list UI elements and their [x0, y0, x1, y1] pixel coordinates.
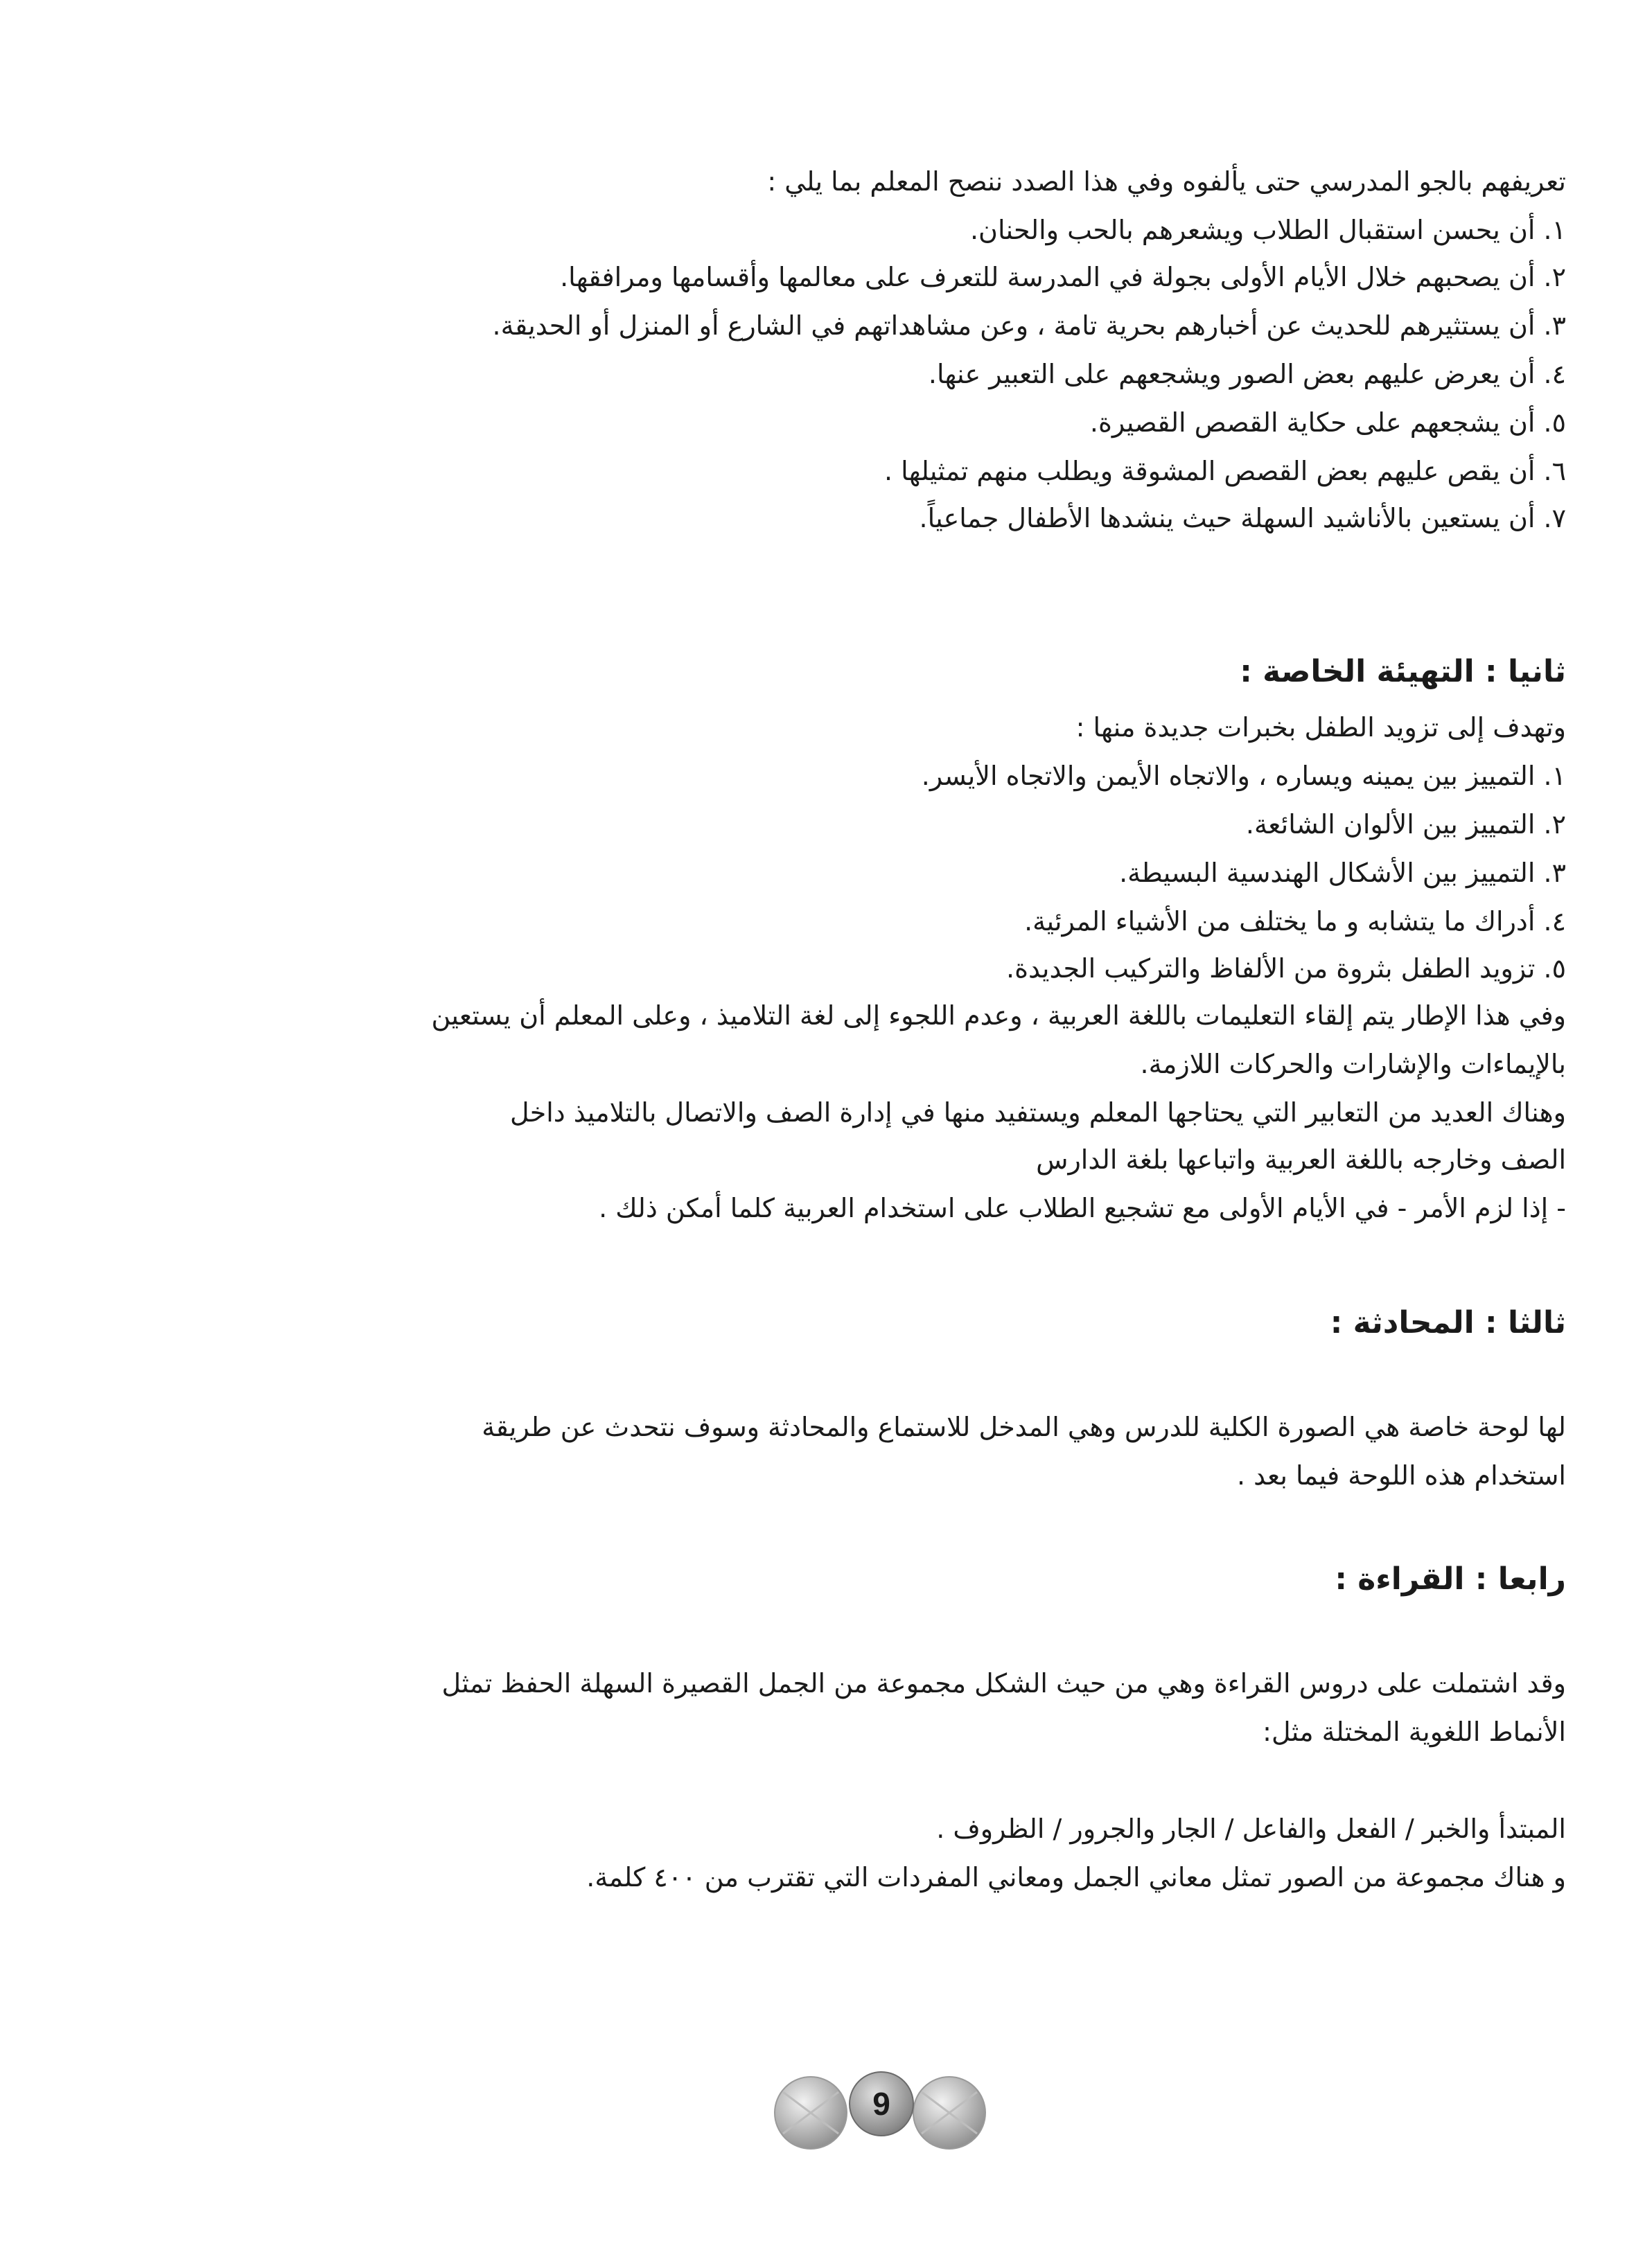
- paragraph-line: و هناك مجموعة من الصور تمثل معاني الجمل ومعاني المفردات التي تقترب من ٤٠٠ كلمة.: [586, 1862, 1566, 1893]
- paragraph-line: - إذا لزم الأمر - في الأيام الأولى مع تشجيع الطلاب على استخدام العربية كلما أمكن ذلك .: [599, 1193, 1566, 1223]
- paragraph-line: الصف وخارجه باللغة العربية واتباعها بلغة الدارس: [1036, 1144, 1566, 1175]
- paragraph-line: الأنماط اللغوية المختلة مثل:: [1263, 1717, 1566, 1747]
- list-item-1: ١. أن يحسن استقبال الطلاب ويشعرهم بالحب والحنان.: [969, 215, 1566, 245]
- page-number: 9: [849, 2071, 914, 2136]
- paragraph-line: استخدام هذه اللوحة فيما بعد .: [1236, 1460, 1566, 1491]
- list-item-4: ٤. أدراك ما يتشابه و ما يختلف من الأشياء المرئية.: [1024, 906, 1566, 937]
- list-item-3: ٣. التمييز بين الأشكال الهندسية البسيطة.: [1119, 858, 1566, 888]
- paragraph-line: وتهدف إلى تزويد الطفل بخبرات جديدة منها :: [1075, 712, 1566, 743]
- intro-line: تعريفهم بالجو المدرسي حتى يألفوه وفي هذا الصدد ننصح المعلم بما يلي :: [767, 166, 1566, 197]
- paragraph-line: المبتدأ والخبر / الفعل والفاعل / الجار والجرور / الظروف .: [936, 1814, 1566, 1844]
- list-item-2: ٢. التمييز بين الألوان الشائعة.: [1245, 809, 1566, 840]
- list-item-1: ١. التمييز بين يمينه ويساره ، والاتجاه الأيمن والاتجاه الأيسر.: [921, 761, 1566, 791]
- paragraph-line: لها لوحة خاصة هي الصورة الكلية للدرس وهي المدخل للاستماع والمحادثة وسوف نتحدث عن طريقة: [482, 1412, 1566, 1442]
- paragraph-line: وقد اشتملت على دروس القراءة وهي من حيث الشكل مجموعة من الجمل القصيرة السهلة الحفظ تمثل: [441, 1668, 1566, 1699]
- list-item-7: ٧. أن يستعين بالأناشيد السهلة حيث ينشدها الأطفال جماعياً.: [919, 503, 1566, 533]
- section-heading-conversation: ثالثا : المحادثة :: [1330, 1305, 1566, 1340]
- section-heading-special-prep: ثانيا : التهيئة الخاصة :: [1240, 654, 1566, 689]
- paragraph-line: بالإيماءات والإشارات والحركات اللازمة.: [1140, 1049, 1566, 1079]
- list-item-3: ٣. أن يستثيرهم للحديث عن أخبارهم بحرية تامة ، وعن مشاهداتهم في الشارع أو المنزل أو الحديقة.: [492, 310, 1566, 341]
- paragraph-line: وهناك العديد من التعابير التي يحتاجها المعلم ويستفيد منها في إدارة الصف والاتصال بالتلاميذ داخل: [509, 1097, 1566, 1128]
- list-item-4: ٤. أن يعرض عليهم بعض الصور ويشجعهم على التعبير عنها.: [928, 359, 1566, 389]
- list-item-5: ٥. تزويد الطفل بثروة من الألفاظ والتركيب الجديدة.: [1006, 953, 1566, 984]
- paragraph-line: وفي هذا الإطار يتم إلقاء التعليمات باللغة العربية ، وعدم اللجوء إلى لغة التلاميذ ، وعلى المعلم أن يستعين: [431, 1000, 1566, 1031]
- section-heading-reading: رابعا : القراءة :: [1335, 1561, 1566, 1597]
- list-item-5: ٥. أن يشجعهم على حكاية القصص القصيرة.: [1089, 407, 1566, 438]
- list-item-2: ٢. أن يصحبهم خلال الأيام الأولى بجولة في المدرسة للتعرف على معالمها وأقسامها ومرافقها.: [560, 262, 1566, 292]
- list-item-6: ٦. أن يقص عليهم بعض القصص المشوقة ويطلب منهم تمثيلها .: [884, 456, 1566, 486]
